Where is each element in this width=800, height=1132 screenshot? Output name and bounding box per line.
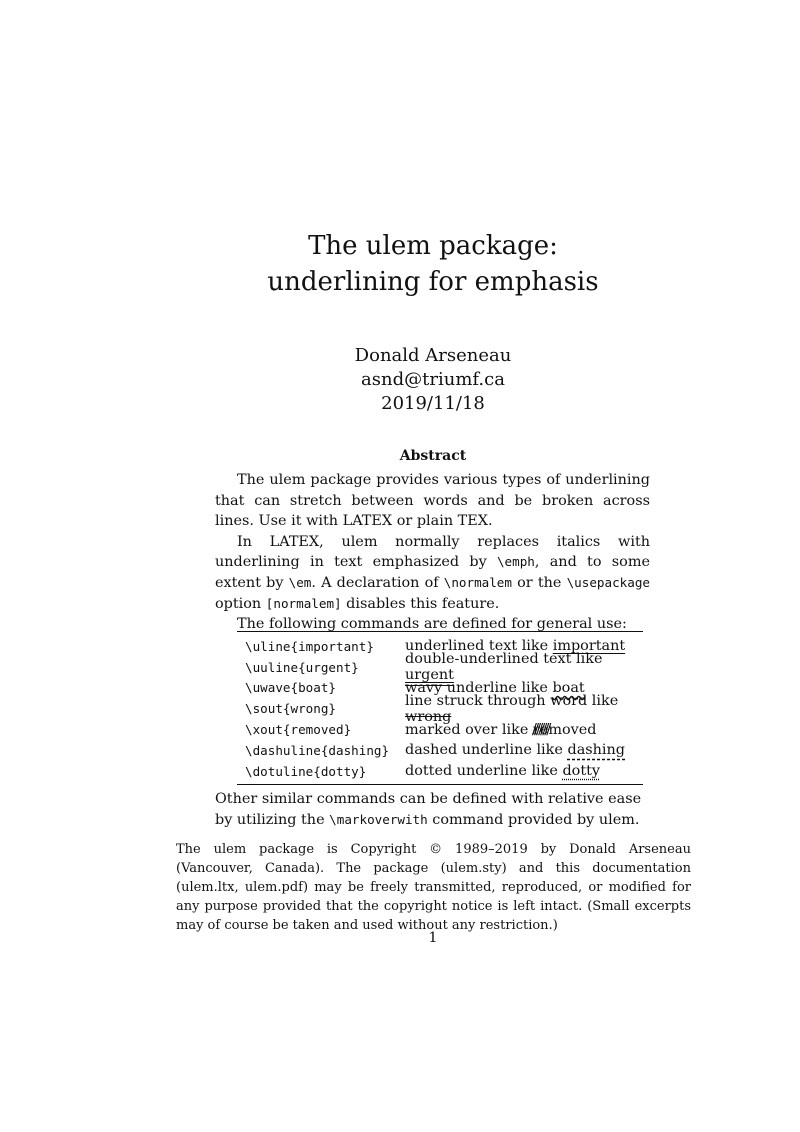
- command-description: dotted underline like dotty: [405, 763, 601, 780]
- table-row: [237, 761, 643, 782]
- abstract-paragraph-2: In LATEX, ulem normally replaces italics with underlining in text emphasized by \emph, and to some extent by \em. A declaration of \normalem or the \usepackage option [normalem] disables this feature.: [215, 533, 650, 612]
- document-date: 2019/11/18: [381, 393, 485, 414]
- abstract-heading: Abstract: [399, 448, 467, 464]
- command-description: underlined text like important: [405, 638, 626, 655]
- abstract-body: [215, 470, 650, 635]
- command-description: dashed underline like dashing: [405, 742, 626, 759]
- command-description: wavy underline like boat: [405, 679, 585, 696]
- page-title: [0, 228, 800, 300]
- table-row: [237, 692, 643, 725]
- command-name: \uwave{boat}: [245, 680, 336, 696]
- author-block: [0, 344, 800, 392]
- title-line-2: underlining for emphasis: [267, 267, 599, 297]
- abstract-paragraph-3: The following commands are defined for general use:: [237, 616, 627, 633]
- author-email: asnd@triumf.ca: [361, 369, 505, 390]
- command-name: \xout{removed}: [245, 722, 352, 738]
- example-xout: removed ////////: [533, 722, 597, 738]
- table-row: [237, 740, 643, 761]
- command-name: \dashuline{dashing}: [245, 742, 390, 758]
- example-strikeout: wrong: [405, 708, 452, 725]
- example-double-underlined: urgent: [405, 667, 454, 684]
- example-underlined: important: [552, 638, 626, 655]
- command-table: [237, 631, 643, 785]
- title-line-1: The ulem package:: [308, 231, 558, 261]
- author-name: Donald Arseneau: [354, 345, 512, 366]
- command-name: \dotuline{dotty}: [245, 763, 367, 779]
- command-description: double-underlined text like urgent: [405, 651, 603, 684]
- table-row: [237, 719, 643, 740]
- copyright-notice: The ulem package is Copyright © 1989–2019 by Donald Arseneau (Vancouver, Canada). The package (ulem.sty) and this documentation (ulem.ltx, ulem.pdf) may be freely transmitted, reproduced, or modified for any purpose provided that the copyright notice is left intact. (Small excerpts may of course be taken and used without any restriction.): [176, 842, 691, 933]
- command-description: line struck through word like wrong: [405, 692, 619, 725]
- page-number: 1: [428, 930, 438, 946]
- command-description: marked over like removed ////////: [405, 722, 643, 738]
- example-wavy: boat: [552, 679, 585, 696]
- command-name: \sout{wrong}: [245, 701, 336, 717]
- example-dotted: dotty: [562, 763, 601, 780]
- example-dashed: dashing: [567, 742, 626, 759]
- table-row: [237, 651, 643, 684]
- command-name: \uline{important}: [245, 638, 374, 654]
- command-name: \uuline{urgent}: [245, 659, 359, 675]
- after-table-text: Other similar commands can be defined with relative ease by utilizing the \markoverwith command provided by ulem.: [215, 791, 642, 828]
- abstract-paragraph-1: The ulem package provides various types of underlining that can stretch between words and be broken across lines. Use it with LATEX or plain TEX.: [215, 472, 650, 530]
